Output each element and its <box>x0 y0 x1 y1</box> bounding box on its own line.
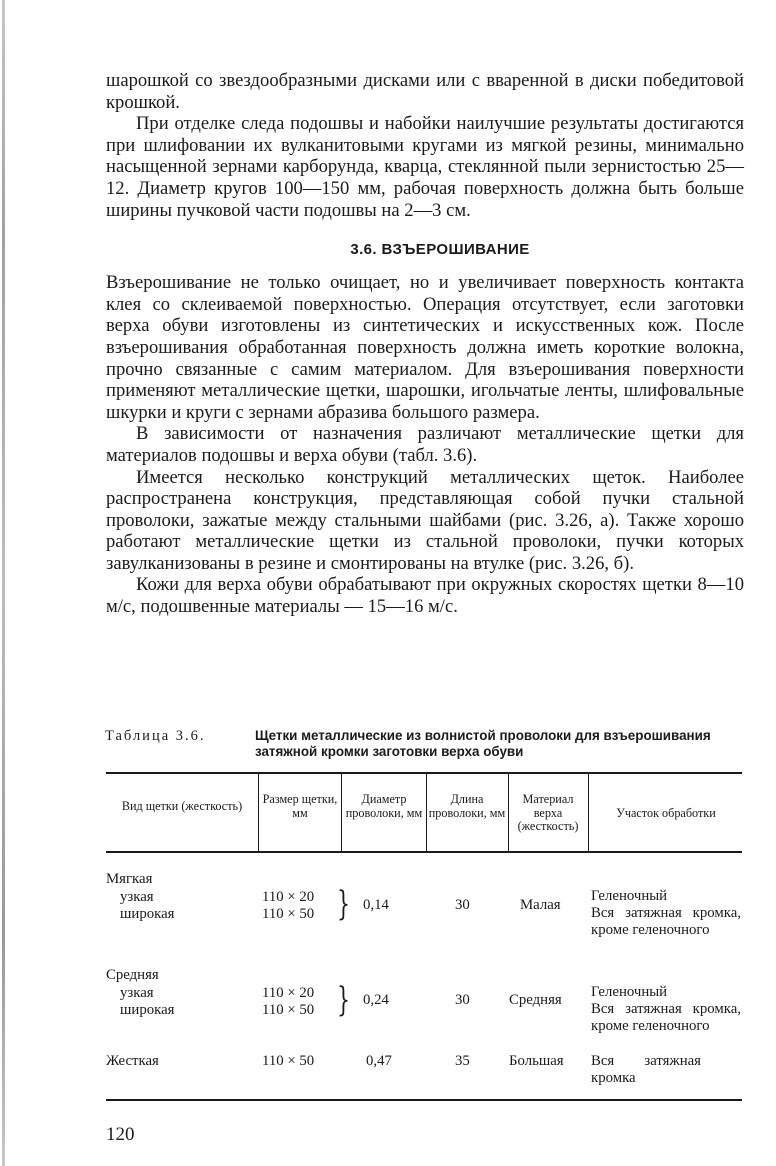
table-cell-subtype: узкая <box>120 889 154 905</box>
col-header-length: Длина проволоки, мм <box>428 792 506 820</box>
table-cell-material: Средняя <box>509 992 562 1008</box>
table-title: Щетки металлические из волнистой проволоки для взъерошивания затяжной кромки заготовки верха обуви <box>255 728 711 759</box>
table-cell-size: 110 × 50 <box>262 1053 315 1069</box>
col-header-size: Размер щетки, мм <box>262 792 338 820</box>
table-cell-material: Большая <box>509 1053 564 1069</box>
table-cell-type: Мягкая <box>106 871 153 887</box>
page-number: 120 <box>106 1124 135 1145</box>
table-cell-area: Геленочный <box>591 888 668 904</box>
paragraph: Имеется несколько конструкций металлических щеток. Наиболее распространена конструкция, представляющая собой пучки стальной проволоки, зажатые между стальными шайбами (рис. 3.26, а). Также хорошо работают металлические щетки из стальной проволоки, пучки которых завулканизованы в резине и смонтированы на втулке (рис. 3.26, б). <box>106 466 744 574</box>
column-divider <box>588 774 589 851</box>
table-cell-subtype: узкая <box>120 985 154 1001</box>
table-cell-size: 110 × 50 <box>262 906 315 922</box>
table-cell-length: 30 <box>455 897 470 913</box>
table-cell-diameter: 0,47 <box>366 1053 392 1069</box>
table-cell-size: 110 × 20 <box>262 985 315 1001</box>
col-header-type: Вид щетки (жесткость) <box>121 799 243 813</box>
table-cell-length: 30 <box>455 992 470 1008</box>
section-heading: 3.6. ВЗЪЕРОШИВАНИЕ <box>350 241 530 259</box>
table-cell-material: Малая <box>520 897 561 913</box>
paragraph: В зависимости от назначения различают металлические щетки для материалов подошвы и верха обуви (табл. 3.6). <box>106 423 744 466</box>
table-cell-length: 35 <box>455 1053 470 1069</box>
table-cell-diameter: 0,24 <box>363 992 389 1008</box>
table-cell-type: Средняя <box>106 967 159 983</box>
table-label: Таблица 3.6. <box>105 728 206 744</box>
paragraph: шарошкой со звездообразными дисками или с вваренной в диски победитовой крошкой. <box>106 70 744 113</box>
table-cell-area: Геленочный <box>591 984 668 1000</box>
column-divider <box>258 774 259 851</box>
table-cell-subtype: широкая <box>120 906 175 922</box>
brace: } <box>337 884 350 924</box>
col-header-material: Материал верха (жесткость) <box>517 792 579 833</box>
table-cell-area: Вся затяжная кромка, кроме геленочного <box>591 905 741 939</box>
binding-edge <box>2 0 5 1166</box>
table-top-rule <box>106 772 742 774</box>
table-cell-area: Вся затяжная кромка, кроме геленочного <box>591 1001 741 1035</box>
paragraph: При отделке следа подошвы и набойки наилучшие результаты достигаются при шлифовании их вулканитовыми кругами из мягкой резины, минимально насыщенной зернами карборунда, кварца, стеклянной пыли зернистостью 25—12. Диаметр кругов 100—150 мм, рабочая поверхность должна быть больше ширины пучковой части подошвы на 2—3 см. <box>106 113 744 221</box>
table-bottom-rule <box>106 1099 742 1101</box>
col-header-diameter: Диаметр проволоки, мм <box>345 792 423 820</box>
table-cell-size: 110 × 50 <box>262 1002 315 1018</box>
table-cell-subtype: широкая <box>120 1002 175 1018</box>
table-cell-diameter: 0,14 <box>363 897 389 913</box>
paragraph: Взъерошивание не только очищает, но и увеличивает поверхность контакта клея со склеиваемой поверхностью. Операция отсутствует, если заготовки верха обуви изготовлены из синтетических и искусственных кож. После взъерошивания обработанная поверхность должна иметь короткие волокна, прочно связанные с самим материалом. Для взъерошивания поверхности применяют металлические щетки, шарошки, игольчатые ленты, шлифовальные шкурки и круги с зернами абразива большого размера. <box>106 272 744 423</box>
text-column <box>106 70 744 618</box>
paragraph: Кожи для верха обуви обрабатывают при окружных скоростях щетки 8—10 м/с, подошвенные материалы — 15—16 м/с. <box>106 574 744 618</box>
table-header-rule <box>106 851 742 853</box>
table-cell-size: 110 × 20 <box>262 889 315 905</box>
brace: } <box>337 980 350 1020</box>
table-cell-type: Жесткая <box>106 1053 159 1069</box>
table-cell-area: Вся затяжная кромка <box>591 1053 701 1087</box>
col-header-area: Участок обработки <box>616 806 716 820</box>
